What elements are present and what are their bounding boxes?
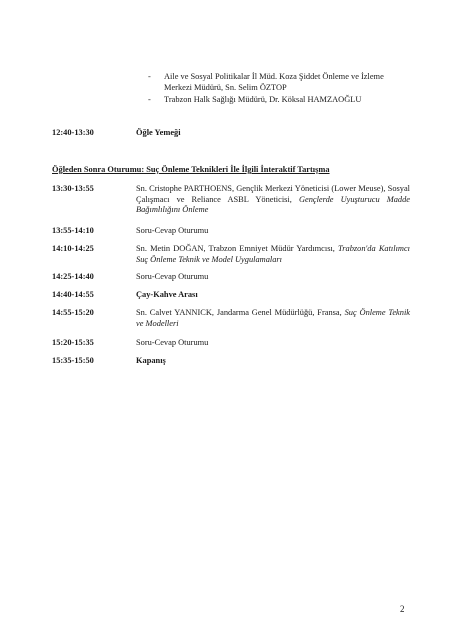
- schedule-description: [136, 226, 410, 237]
- schedule-text: Soru-Cevap Oturumu: [136, 226, 209, 235]
- bullet-dash: -: [148, 72, 151, 81]
- schedule-topic: Suç Önleme Teknik ve Modelleri: [136, 308, 410, 328]
- schedule-text: Sn. Metin DOĞAN, Trabzon Emniyet Müdür Yardımcısı,: [136, 244, 339, 253]
- schedule-time: 13:30-13:55: [52, 184, 94, 193]
- schedule-time: 14:25-14:40: [52, 272, 94, 281]
- bullet-text: Trabzon Halk Sağlığı Müdürü, Dr. Köksal HAMZAOĞLU: [164, 95, 362, 105]
- schedule-time: 15:20-15:35: [52, 338, 94, 347]
- page-number: 2: [400, 604, 405, 614]
- schedule-time: 14:55-15:20: [52, 308, 94, 317]
- bullet-dash: -: [148, 95, 151, 105]
- schedule-description: [136, 338, 410, 349]
- schedule-text: Soru-Cevap Oturumu: [136, 338, 209, 347]
- speaker-bullet-list: [148, 72, 410, 108]
- break-title: Çay-Kahve Arası: [136, 290, 198, 299]
- schedule-time: 14:10-14:25: [52, 244, 94, 253]
- schedule-description: [136, 244, 410, 265]
- speaker-bullet: [148, 95, 410, 106]
- lunch-time: 12:40-13:30: [52, 128, 94, 137]
- schedule-text: Sn. Cristophe PARTHOENS, Gençlik Merkezi Yöneticisi (Lower Meuse), Sosyal Çalışmacı ve Reliance ASBL Yöneticisi,: [136, 184, 410, 204]
- schedule-description: [136, 272, 410, 283]
- closing-title: Kapanış: [136, 356, 166, 365]
- schedule-time: 13:55-14:10: [52, 226, 94, 235]
- lunch-title: Öğle Yemeği: [136, 128, 181, 137]
- schedule-description: [136, 308, 410, 329]
- schedule-time: 15:35-15:50: [52, 356, 94, 365]
- bullet-text: Aile ve Sosyal Politikalar İl Müd. Koza Şiddet Önleme ve İzleme Merkezi Müdürü, Sn. Selim ÖZTOP: [164, 72, 384, 92]
- schedule-topic: Gençlerde Uyuşturucu Madde Bağımlılığını Önleme: [136, 194, 410, 215]
- schedule-time: 14:40-14:55: [52, 290, 94, 299]
- afternoon-session-title: Öğleden Sonra Oturumu: Suç Önleme Teknikleri İle İlgili İnteraktif Tartışma: [52, 165, 330, 174]
- schedule-topic: Trabzon'da Katılımcı Suç Önleme Teknik ve Model Uygulamaları: [136, 244, 410, 264]
- schedule-description: [136, 184, 410, 216]
- schedule-text: Sn. Calvet YANNICK, Jandarma Genel Müdürlüğü, Fransa,: [136, 308, 345, 317]
- schedule-text: Soru-Cevap Oturumu: [136, 272, 209, 281]
- speaker-bullet: [148, 72, 410, 93]
